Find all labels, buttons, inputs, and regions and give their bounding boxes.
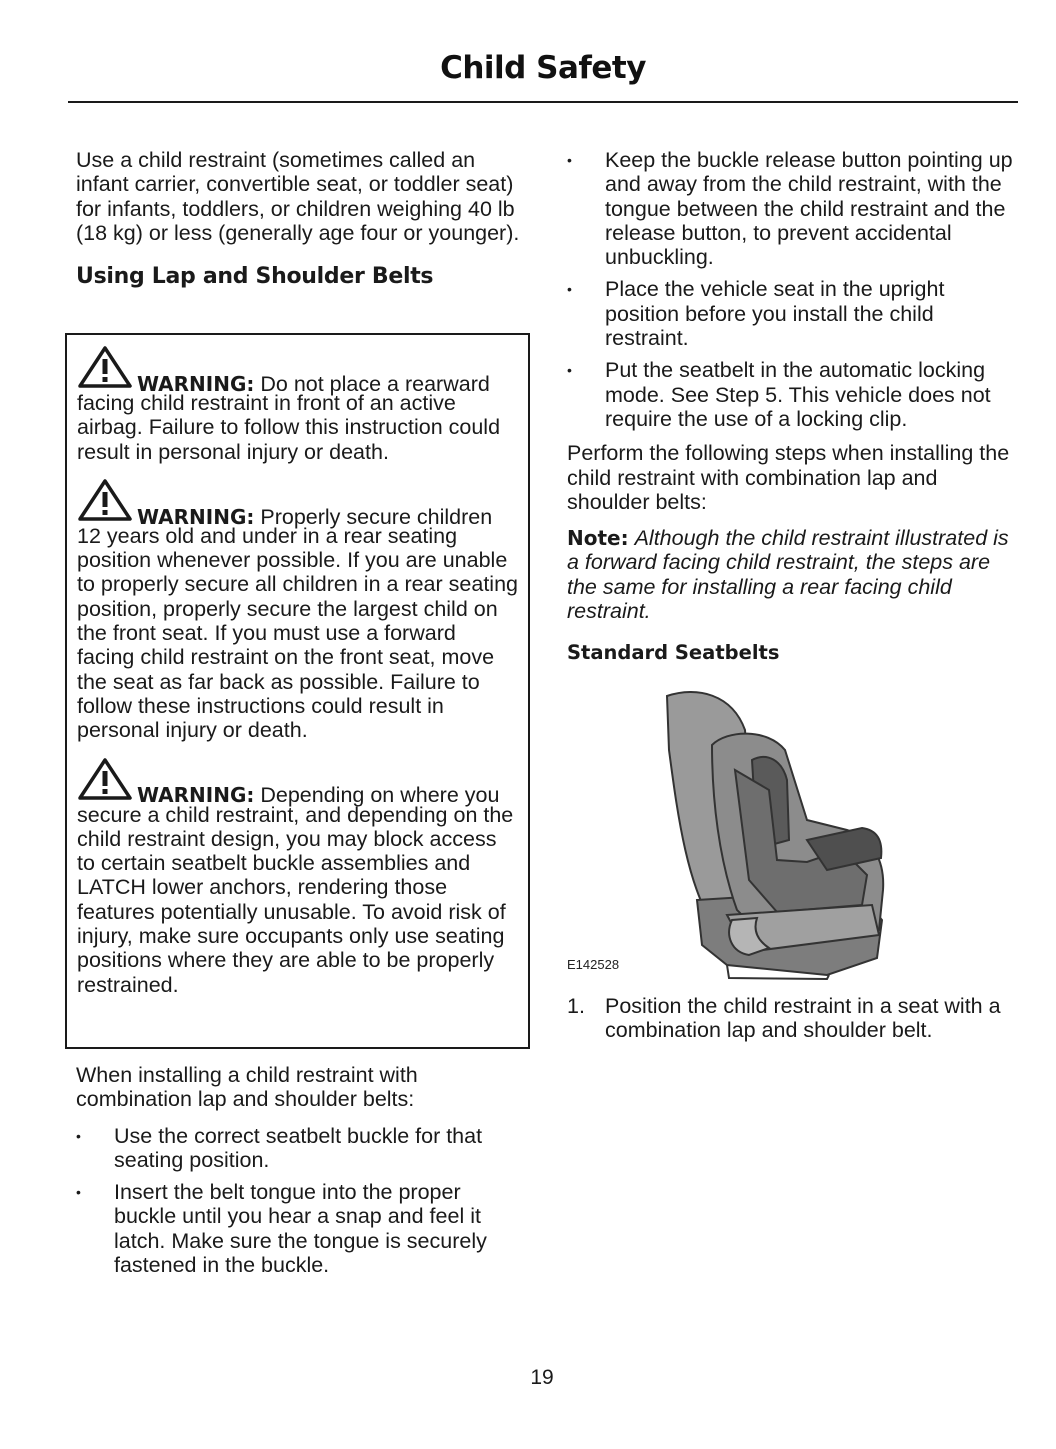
perform-paragraph: Perform the following steps when installing the child restraint with combination lap and shoulder belts:	[567, 441, 1010, 514]
right-bullet-list	[567, 148, 1015, 431]
warning-1	[77, 343, 518, 464]
warning-text-start: Depending on where you	[260, 783, 500, 808]
warning-text-start: Properly secure children	[260, 504, 493, 529]
installing-intro: When installing a child restraint with combination lap and shoulder belts:	[76, 1063, 418, 1112]
warning-3	[77, 755, 518, 997]
warning-2	[77, 476, 518, 743]
warning-triangle-icon	[77, 757, 133, 801]
note-label: Note:	[567, 526, 629, 551]
intro-paragraph: Use a child restraint (sometimes called an infant carrier, convertible seat, or toddler seat) for infants, toddlers, or children weighing 40 lb (18 kg) or less (generally age four or younger).	[76, 148, 520, 245]
warning-label: WARNING:	[137, 371, 255, 396]
warning-text: secure a child restraint, and depending on the child restraint design, you may block access to certain seatbelt buckle assemblies and LATCH lower anchors, rendering those features potentially unusable. To avoid risk of injury, make sure occupants only use seating positions where they are able to be properly restrained.	[77, 802, 514, 997]
warning-label: WARNING:	[137, 783, 255, 808]
steps-list	[567, 994, 1015, 1043]
page-title: Child Safety	[440, 50, 646, 86]
list-item: • Insert the belt tongue into the proper buckle until you hear a snap and feel it latch. Make sure the tongue is securely fastened in the buckle.	[76, 1180, 524, 1277]
warning-text: 12 years old and under in a rear seating position whenever possible. If you are unable to properly secure all children in a rear seating position, properly secure the largest child on the front seat. If you must use a forward facing child restraint on the front seat, move the seat as far back as possible. Failure to follow these instructions could result in personal injury or death.	[77, 523, 518, 743]
step-number: 1.	[567, 993, 585, 1018]
figure-code: E142528	[567, 956, 620, 972]
warning-text: facing child restraint in front of an active airbag. Failure to follow this instruction could result in personal injury or death.	[77, 391, 501, 464]
list-item: • Place the vehicle seat in the upright position before you install the child restraint.	[567, 277, 1015, 350]
title-divider	[68, 101, 1018, 103]
warning-label: WARNING:	[137, 504, 255, 529]
left-bullet-list	[76, 1124, 524, 1278]
child-seat-illustration	[657, 690, 907, 980]
step-text: Position the child restraint in a seat with a combination lap and shoulder belt.	[605, 993, 1001, 1042]
note-paragraph	[567, 526, 1015, 623]
sub-heading: Standard Seatbelts	[567, 641, 780, 665]
note-text: Although the child restraint illustrated is a forward facing child restraint, the steps are the same for installing a rear facing child restraint.	[567, 526, 1009, 624]
list-item: • Use the correct seatbelt buckle for that seating position.	[76, 1124, 524, 1173]
page-number: 19	[530, 1366, 554, 1389]
left-column	[76, 148, 524, 307]
right-column	[567, 148, 1015, 1042]
warning-text-start: Do not place a rearward	[260, 371, 490, 396]
figure	[567, 676, 1015, 994]
left-column-lower	[76, 1063, 524, 1287]
step-item	[567, 994, 1015, 1043]
warning-triangle-icon	[77, 345, 133, 389]
list-item: • Put the seatbelt in the automatic locking mode. See Step 5. This vehicle does not require the use of a locking clip.	[567, 358, 1015, 431]
warning-box	[65, 333, 530, 1049]
list-item: • Keep the buckle release button pointing up and away from the child restraint, with the tongue between the child restraint and the release button, to prevent accidental unbuckling.	[567, 148, 1015, 269]
warning-triangle-icon	[77, 478, 133, 522]
section-heading: Using Lap and Shoulder Belts	[76, 264, 434, 290]
